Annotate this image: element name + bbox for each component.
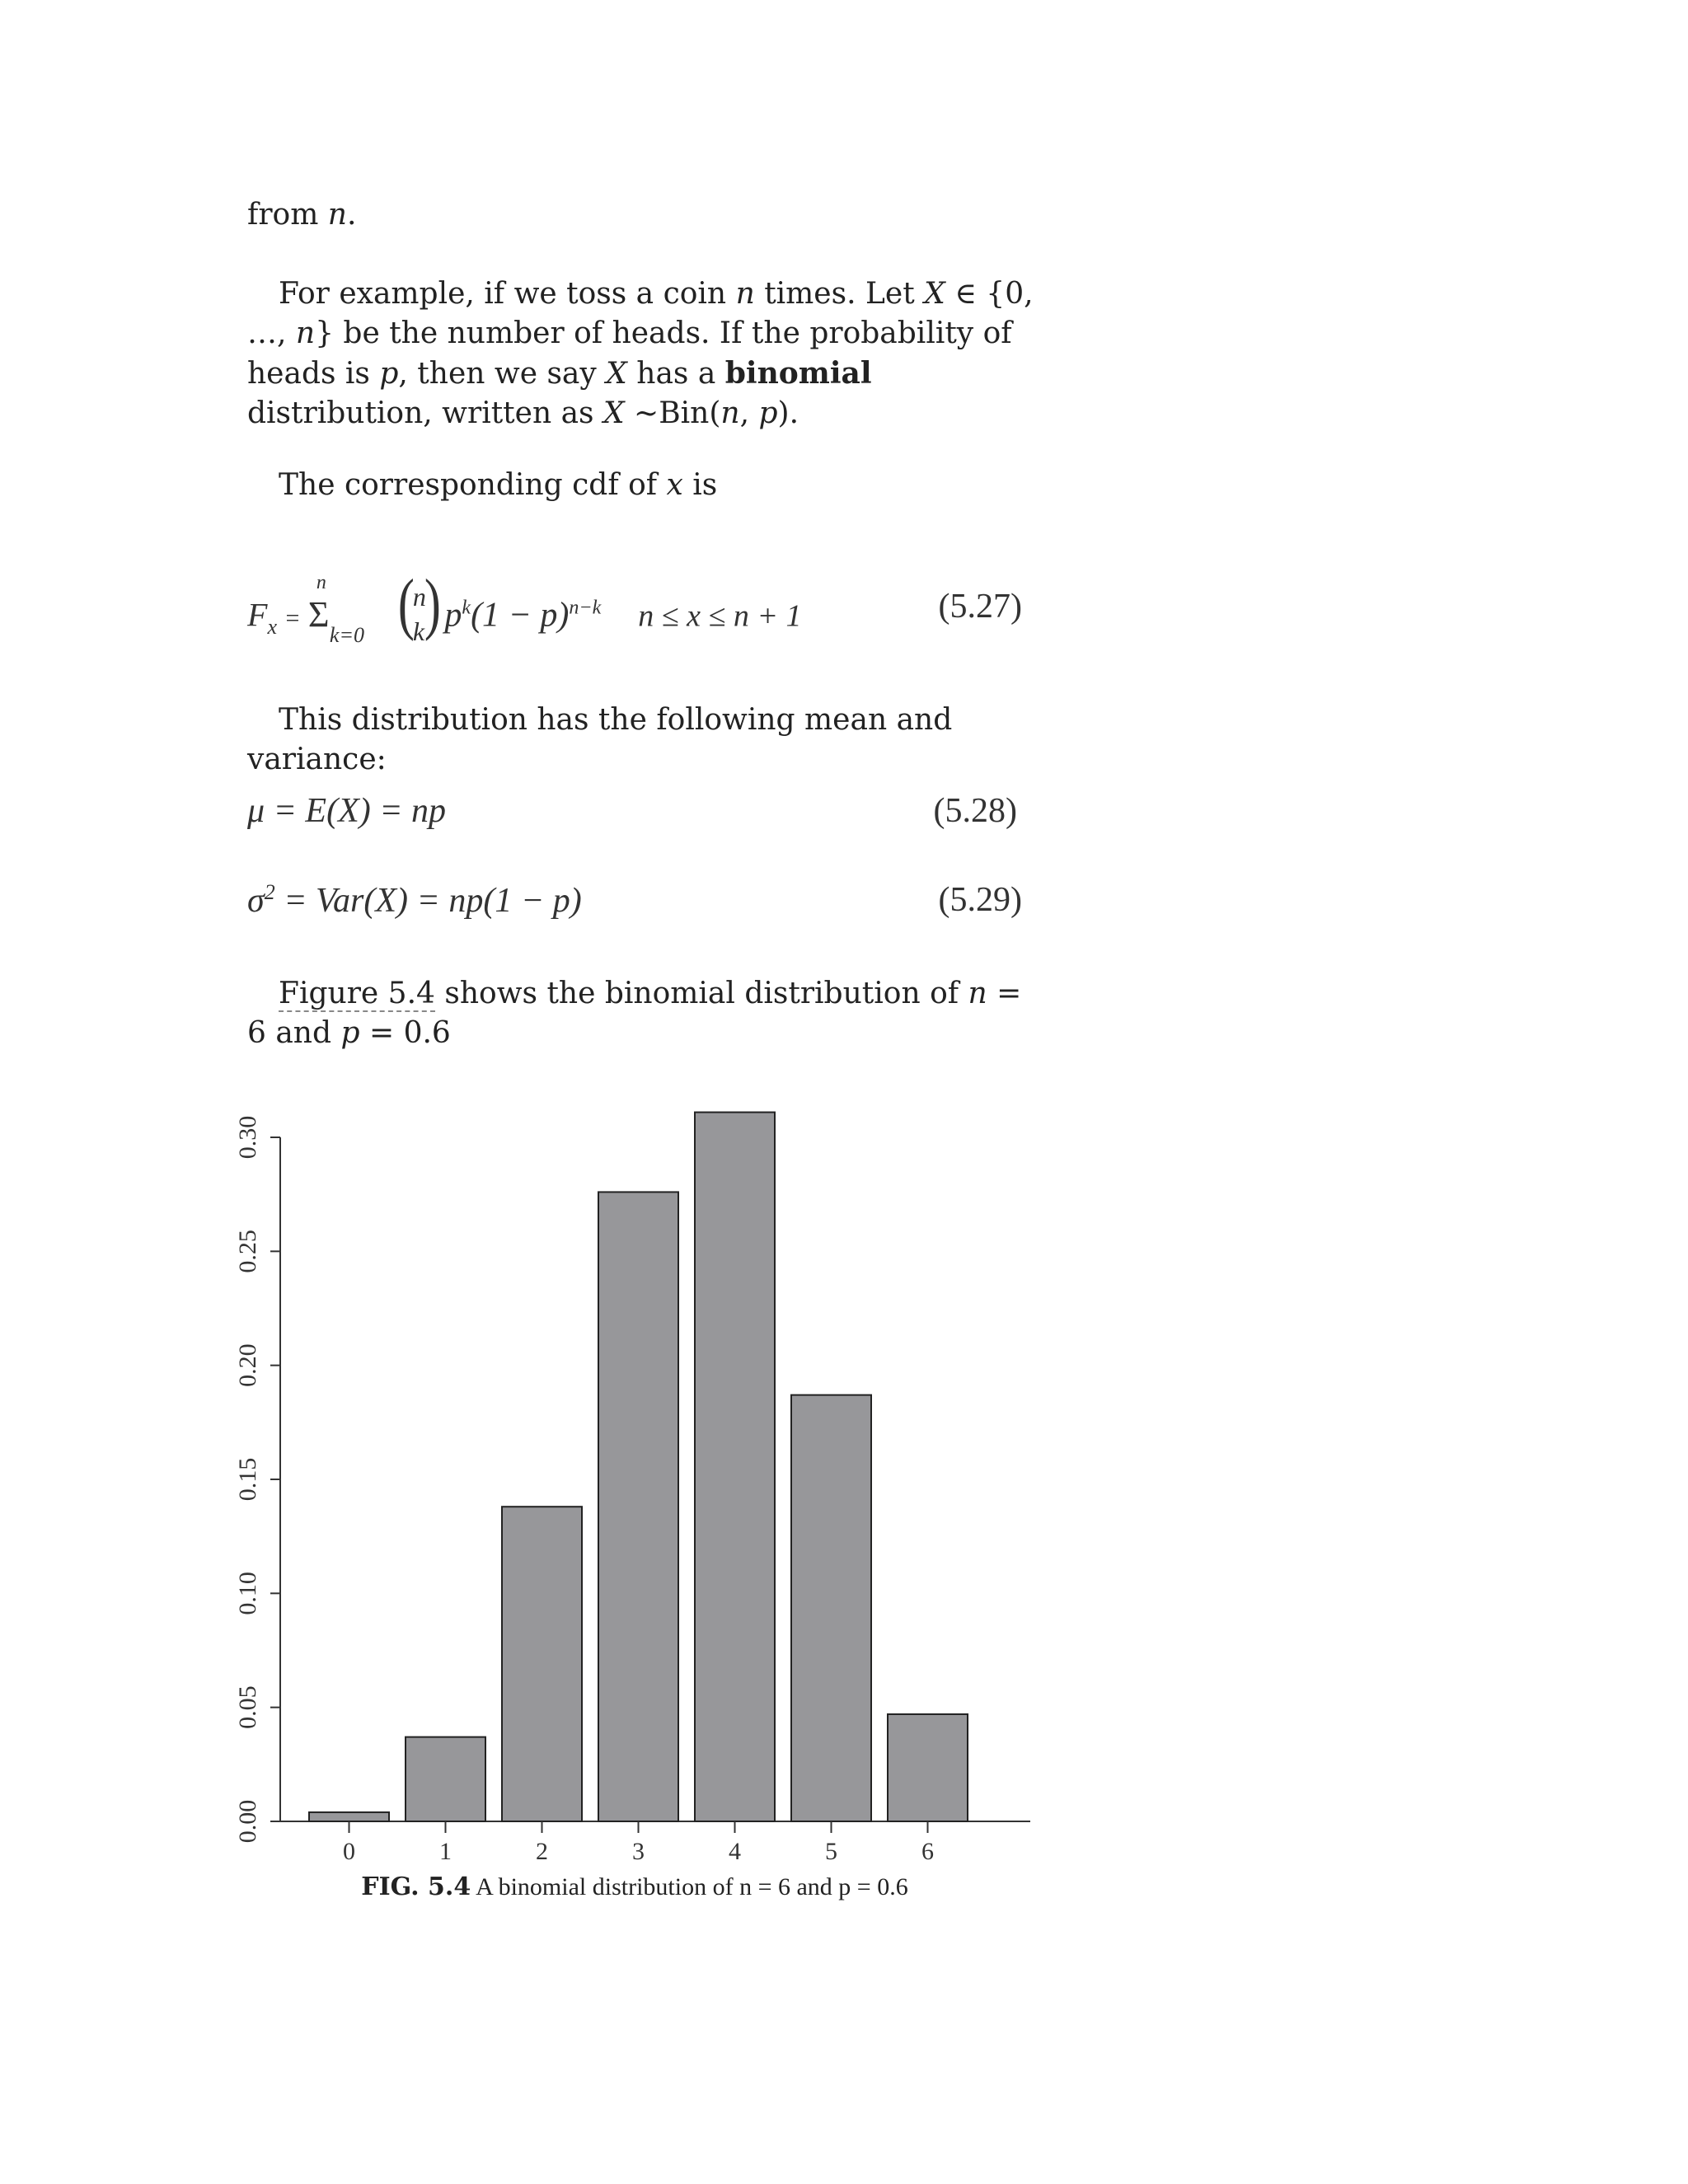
x-tick-label: 6 xyxy=(921,1838,934,1863)
caption-text: A binomial distribution of n = 6 and p = 0.6 xyxy=(471,1873,908,1900)
y-tick-label: 0.05 xyxy=(234,1685,261,1729)
bar xyxy=(309,1812,389,1821)
paragraph-continuation: from n. xyxy=(247,198,357,232)
bar xyxy=(888,1714,968,1821)
figure-5-4-link[interactable]: Figure 5.4 xyxy=(279,977,435,1010)
x-tick-label: 3 xyxy=(632,1838,645,1863)
equation-5-28 xyxy=(247,791,1022,857)
paragraph-binomial-definition: For example, if we toss a coin n times. Let X ∈ {0, …, n} be the number of heads. If the probability of heads is p, then we say X has a binomial distribution, written as X ~Bin(n, p). xyxy=(247,277,1034,430)
y-tick-label: 0.30 xyxy=(234,1115,261,1160)
bar xyxy=(695,1113,775,1821)
y-tick-label: 0.15 xyxy=(234,1457,261,1502)
bar xyxy=(791,1395,871,1821)
y-tick-label: 0.20 xyxy=(234,1343,261,1387)
equation-5-29 xyxy=(247,880,1022,946)
equation-number-5-27: (5.27) xyxy=(938,588,1022,626)
bar xyxy=(598,1192,678,1821)
y-tick-label: 0.00 xyxy=(234,1799,261,1844)
equation-mean: μ = E(X) = np xyxy=(247,792,447,830)
binomial-term: binomial xyxy=(724,356,872,391)
paragraph-mean-variance-intro: This distribution has the following mean and variance: xyxy=(247,703,953,776)
x-tick-label: 2 xyxy=(536,1838,548,1863)
x-tick-label: 0 xyxy=(343,1838,355,1863)
equation-5-27 xyxy=(247,565,1022,659)
y-tick-label: 0.25 xyxy=(234,1230,261,1273)
x-tick-label: 5 xyxy=(825,1838,837,1863)
bar xyxy=(406,1737,485,1821)
paragraph-cdf-intro: The corresponding cdf of x is xyxy=(279,468,718,502)
equation-number-5-29: (5.29) xyxy=(938,881,1022,919)
x-tick-label: 4 xyxy=(729,1838,741,1863)
x-tick-label: 1 xyxy=(439,1838,452,1863)
paragraph-figure-reference: Figure 5.4 shows the binomial distribution of n = 6 and p = 0.6 xyxy=(247,977,1022,1050)
figure-caption xyxy=(247,1872,1022,1901)
equation-variance: $\sigma^2 = Var(X) = np(1 - p)$ xyxy=(247,880,582,920)
equation-cdf: $F_x$ = n Σ k=0 ( n k ) $p^k(1 - p)^{n-k}$ n ≤ x ≤ n + 1 xyxy=(247,565,802,647)
equation-number-5-28: (5.28) xyxy=(933,792,1017,830)
y-tick-label: 0.10 xyxy=(234,1572,261,1615)
binomial-bar-chart xyxy=(231,1096,1039,1863)
bar xyxy=(502,1507,582,1821)
caption-label: FIG. 5.4 xyxy=(361,1872,471,1901)
